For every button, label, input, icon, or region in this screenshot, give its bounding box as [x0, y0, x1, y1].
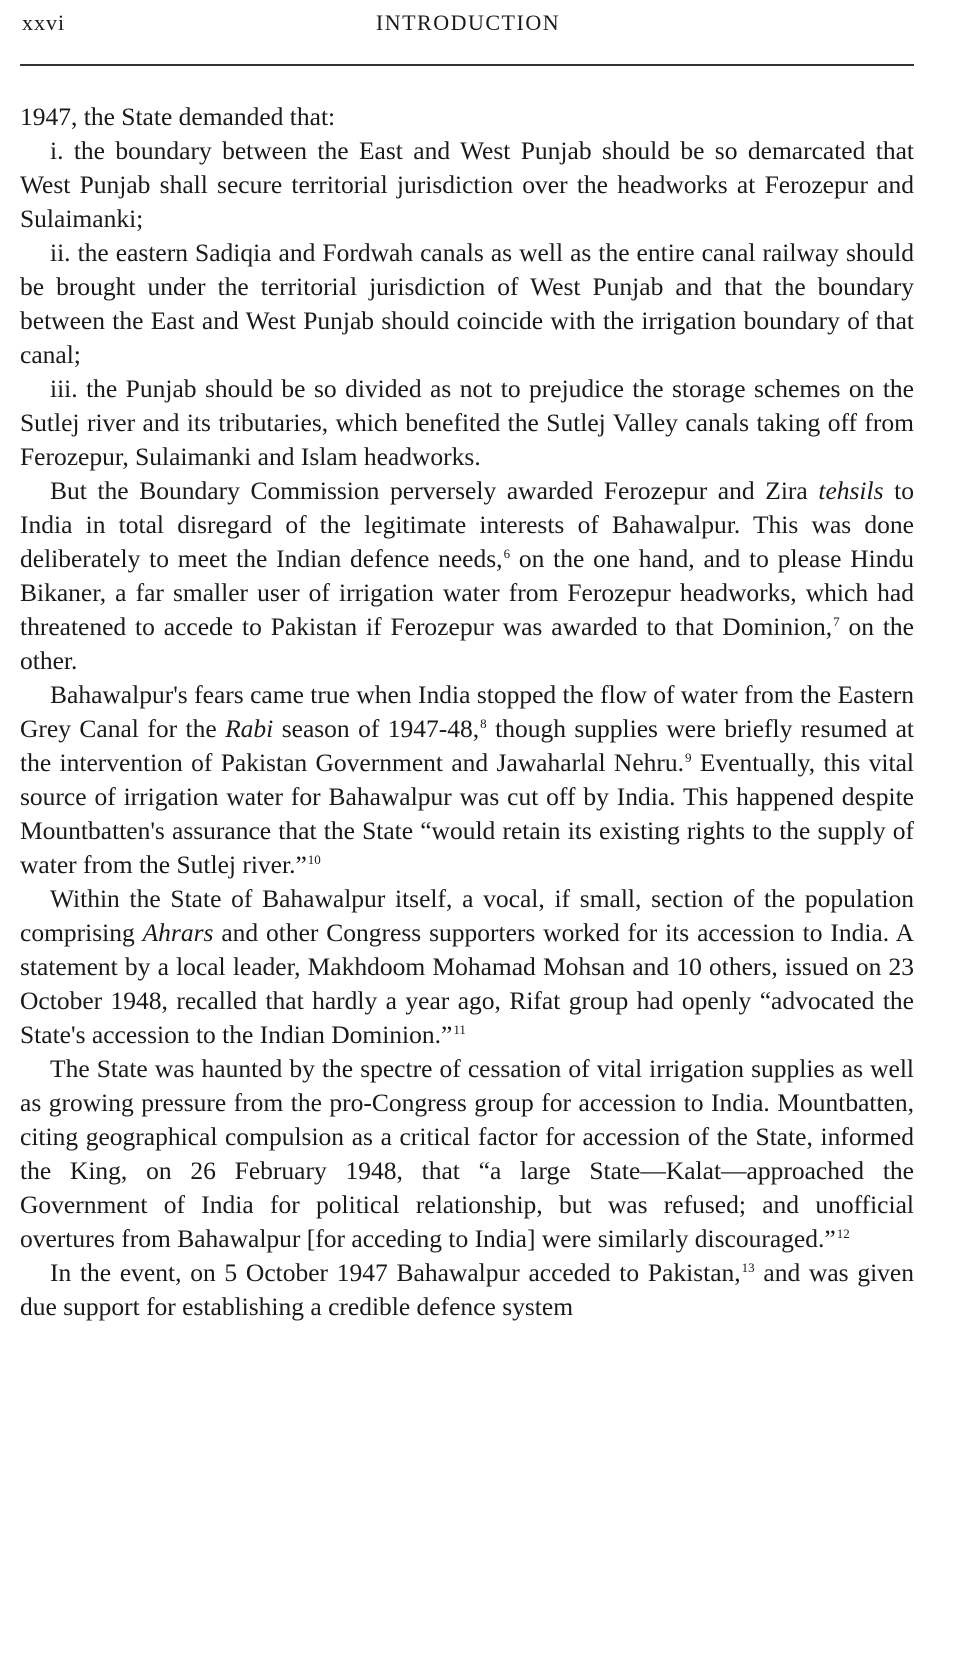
footnote-marker: 10 [307, 851, 321, 867]
paragraph-bahawalpur-fears [20, 678, 914, 882]
text-run: to India in total disregard of the legitimate interests of Bahawalpur. This was done deliberately to meet the Indian defence needs, [20, 476, 914, 573]
paragraph-demand-i: i. the boundary between the East and West Punjab should be so demarcated that West Punjab shall secure territorial jurisdiction over the headworks at Ferozepur and Sulaimanki; [20, 136, 914, 233]
text-run: In the event, on 5 October 1947 Bahawalpur acceded to Pakistan, [50, 1258, 741, 1287]
section-title: INTRODUCTION [375, 10, 561, 35]
footnote-marker: 6 [503, 545, 511, 561]
footnote-marker: 7 [833, 613, 840, 629]
footnote-marker: 11 [453, 1021, 466, 1037]
running-head [22, 10, 914, 42]
text-run: Within the State of Bahawalpur itself, a vocal, if small, section of the population comprising [20, 884, 914, 947]
page-number: xxvi [22, 10, 66, 35]
paragraph-within-state [20, 882, 914, 1052]
text-run: Bahawalpur's fears came true when India stopped the flow of water from the Eastern Grey Canal for the [20, 680, 914, 743]
text-run: and was given due support for establishing a credible defence system [20, 1258, 914, 1321]
footnote-marker: 9 [685, 749, 692, 765]
header-rule [20, 64, 914, 66]
body-text [20, 100, 914, 1324]
italic-term: tehsils [818, 476, 884, 505]
text-run: Eventually, this vital source of irrigation water for Bahawalpur was cut off by India. This happened despite Mountbatten's assurance that the State “would retain its existing rights to the supply of water from the Sutlej river.” [20, 748, 914, 879]
italic-term: Ahrars [142, 918, 214, 947]
text-run: The State was haunted by the spectre of cessation of vital irrigation supplies as well as growing pressure from the pro-Congress group for accession to India. Mountbatten, citing geographical compulsion as a critical factor for accession of the State, informed the King, on 26 February 1948, that “a large State—Kalat—approached the Government of India for political relationship, but was refused; and unofficial overtures from Bahawalpur [for acceding to India] were similarly discouraged.” [20, 1054, 914, 1253]
text-run: and other Congress supporters worked for its accession to India. A statement by a local leader, Makhdoom Mohamad Mohsan and 10 others, issued on 23 October 1948, recalled that hardly a year ago, Rifat group had openly “advocated the State's accession to the Indian Dominion.” [20, 918, 914, 1049]
paragraph-demand-iii: iii. the Punjab should be so divided as not to prejudice the storage schemes on the Sutlej river and its tributaries, which benefited the Sutlej Valley canals taking off from Ferozepur, Sulaimanki and Islam headworks. [20, 374, 914, 471]
text-run: on the other. [20, 612, 915, 675]
paragraph-in-the-event [20, 1256, 914, 1324]
footnote-marker: 13 [741, 1259, 755, 1275]
text-run: though supplies were briefly resumed at the intervention of Pakistan Government and Jawaharlal Nehru. [20, 714, 915, 777]
footnote-marker: 8 [480, 715, 487, 731]
text-run: But the Boundary Commission perversely awarded Ferozepur and Zira [50, 476, 819, 505]
footnote-marker: 12 [836, 1225, 850, 1241]
paragraph-boundary-commission [20, 474, 914, 678]
text-run: on the one hand, and to please Hindu Bikaner, a far smaller user of irrigation water from Ferozepur headworks, which had threatened to accede to Pakistan if Ferozepur was awarded to that Dominion, [20, 544, 915, 641]
paragraph-demand-ii: ii. the eastern Sadiqia and Fordwah canals as well as the entire canal railway should be brought under the territorial jurisdiction of West Punjab and that the boundary between the East and West Punjab should coincide with the irrigation boundary of that canal; [20, 238, 914, 369]
text-run: season of 1947-48, [273, 714, 480, 743]
italic-term: Rabi [225, 714, 274, 743]
paragraph-state-haunted [20, 1052, 914, 1256]
paragraph-opening: 1947, the State demanded that: [20, 102, 336, 131]
